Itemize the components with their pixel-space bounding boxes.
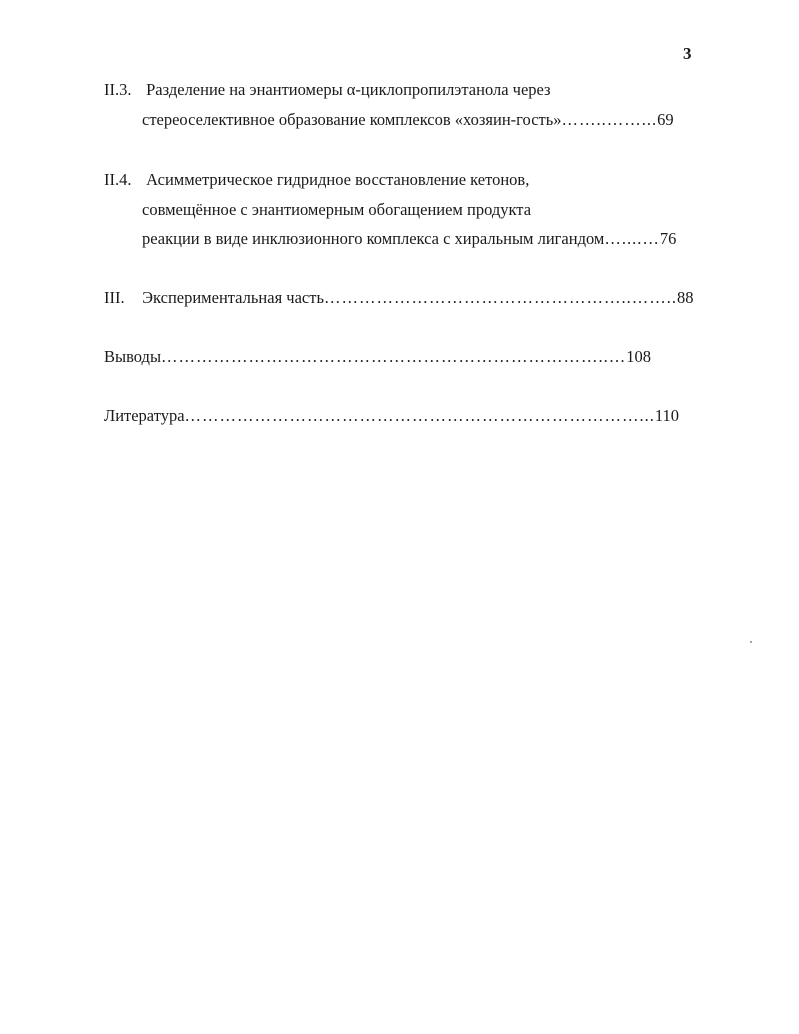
toc-page-number: 69	[657, 110, 674, 129]
toc-leader-dots: …....…	[604, 229, 660, 248]
toc-entry-number: III.	[104, 288, 125, 307]
page-number: 3	[683, 44, 692, 63]
toc-entry-title: Асимметрическое гидридное восстановление кетонов,	[146, 170, 530, 189]
toc-entry-2-4-line2	[142, 200, 531, 220]
toc-entry-title-continued: реакции в виде инклюзионного комплекса с хиральным лигандом	[142, 229, 605, 248]
toc-entry-2-4-line1	[104, 170, 529, 190]
toc-entry-2-3-line1	[104, 80, 551, 100]
toc-leader-dots: ……………………………………………..……..	[323, 288, 677, 307]
toc-page-number: 110	[654, 406, 680, 425]
toc-entry-3	[104, 288, 693, 308]
toc-entry-number: II.3.	[104, 80, 132, 99]
toc-page-number: 108	[626, 347, 652, 366]
toc-entry-title-continued: стереоселективное образование комплексов «хозяин-гость»	[142, 110, 562, 129]
toc-entry-conclusions	[104, 347, 651, 367]
toc-entry-title: Выводы	[104, 347, 162, 366]
toc-entry-title: Экспериментальная часть	[142, 288, 324, 307]
toc-entry-title-continued: совмещённое с энантиомерным обогащением продукта	[142, 200, 532, 219]
toc-leader-dots: ……………………………………………………………………...	[184, 406, 655, 425]
toc-entry-2-3-line2	[142, 110, 674, 130]
toc-page-number: 88	[676, 288, 694, 307]
toc-leader-dots: …………………………………………………………………..…	[161, 347, 627, 366]
toc-entry-references	[104, 406, 679, 426]
toc-leader-dots: ……..……...	[561, 110, 658, 129]
scan-speck	[750, 641, 752, 643]
toc-page-number: 76	[659, 229, 677, 248]
toc-entry-2-4-line3	[142, 229, 676, 249]
toc-entry-number: II.4.	[104, 170, 132, 189]
toc-entry-title: Разделение на энантиомеры α-циклопропилэтанола через	[146, 80, 551, 99]
toc-entry-title: Литература	[104, 406, 185, 425]
